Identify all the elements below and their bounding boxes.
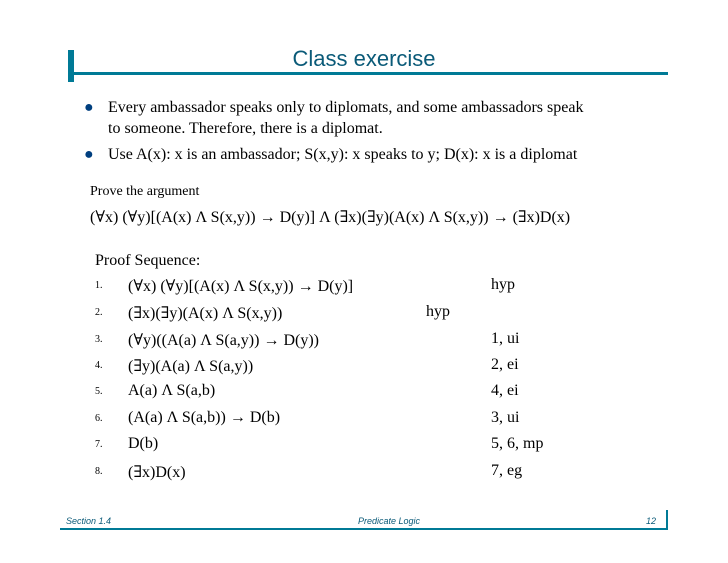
proof-step <box>0 409 728 431</box>
step-formula: (A(a) Λ S(a,b)) → D(b) <box>128 409 281 426</box>
step-number: 6. <box>95 413 103 424</box>
footer-section: Section 1.4 <box>66 516 112 526</box>
proof-step <box>0 356 728 378</box>
step-formula: (∃x)(∃y)(A(x) Λ S(x,y)) <box>128 305 283 322</box>
step-reason: 5, 6, mp <box>491 435 544 452</box>
step-formula: (∃y)(A(a) Λ S(a,y)) <box>128 358 254 375</box>
step-formula: A(a) Λ S(a,b) <box>128 382 216 399</box>
title-underline <box>68 72 668 75</box>
proof-step <box>0 382 728 404</box>
argument-formula: (∀x) (∀y)[(A(x) Λ S(x,y)) → D(y)] Λ (∃x)(∃y)(A(x) Λ S(x,y)) → (∃x)D(x) <box>90 209 571 226</box>
step-number: 4. <box>95 360 103 371</box>
step-number: 8. <box>95 466 103 477</box>
footer-right-bar <box>666 510 668 530</box>
proof-step <box>0 276 728 298</box>
step-formula: (∀x) (∀y)[(A(x) Λ S(x,y)) → D(y)] <box>128 278 354 295</box>
step-number: 7. <box>95 439 103 450</box>
bullet-text-2: Use A(x): x is an ambassador; S(x,y): x speaks to y; D(x): x is a diplomat <box>108 146 578 163</box>
bullet-marker: ● <box>84 146 94 163</box>
proof-step <box>0 303 728 325</box>
step-reason: 3, ui <box>491 409 520 426</box>
proof-sequence-heading: Proof Sequence: <box>95 252 201 269</box>
step-number: 5. <box>95 386 103 397</box>
bullet-text-1-line-1: Every ambassador speaks only to diplomats, and some ambassadors speak <box>108 99 584 116</box>
slide-title: Class exercise <box>292 46 436 71</box>
step-number: 1. <box>95 280 103 291</box>
step-reason: 1, ui <box>491 330 520 347</box>
footer-page-number: 12 <box>646 516 657 526</box>
step-reason: 7, eg <box>491 462 523 479</box>
bullet-marker: ● <box>84 99 94 116</box>
proof-step <box>0 462 728 484</box>
step-reason: hyp <box>426 303 450 320</box>
step-reason: hyp <box>491 276 515 293</box>
footer-topic: Predicate Logic <box>358 516 421 526</box>
step-formula: D(b) <box>128 435 159 452</box>
footer-rule <box>60 528 668 530</box>
proof-step <box>0 435 728 457</box>
step-reason: 4, ei <box>491 382 519 399</box>
step-number: 3. <box>95 334 103 345</box>
bullet-text-1-line-2: to someone. Therefore, there is a diplomat. <box>108 120 383 137</box>
proof-step <box>0 330 728 352</box>
prove-label: Prove the argument <box>90 184 200 199</box>
step-formula: (∀y)((A(a) Λ S(a,y)) → D(y)) <box>128 332 319 349</box>
step-number: 2. <box>95 307 103 318</box>
step-reason: 2, ei <box>491 356 519 373</box>
step-formula: (∃x)D(x) <box>128 464 186 481</box>
